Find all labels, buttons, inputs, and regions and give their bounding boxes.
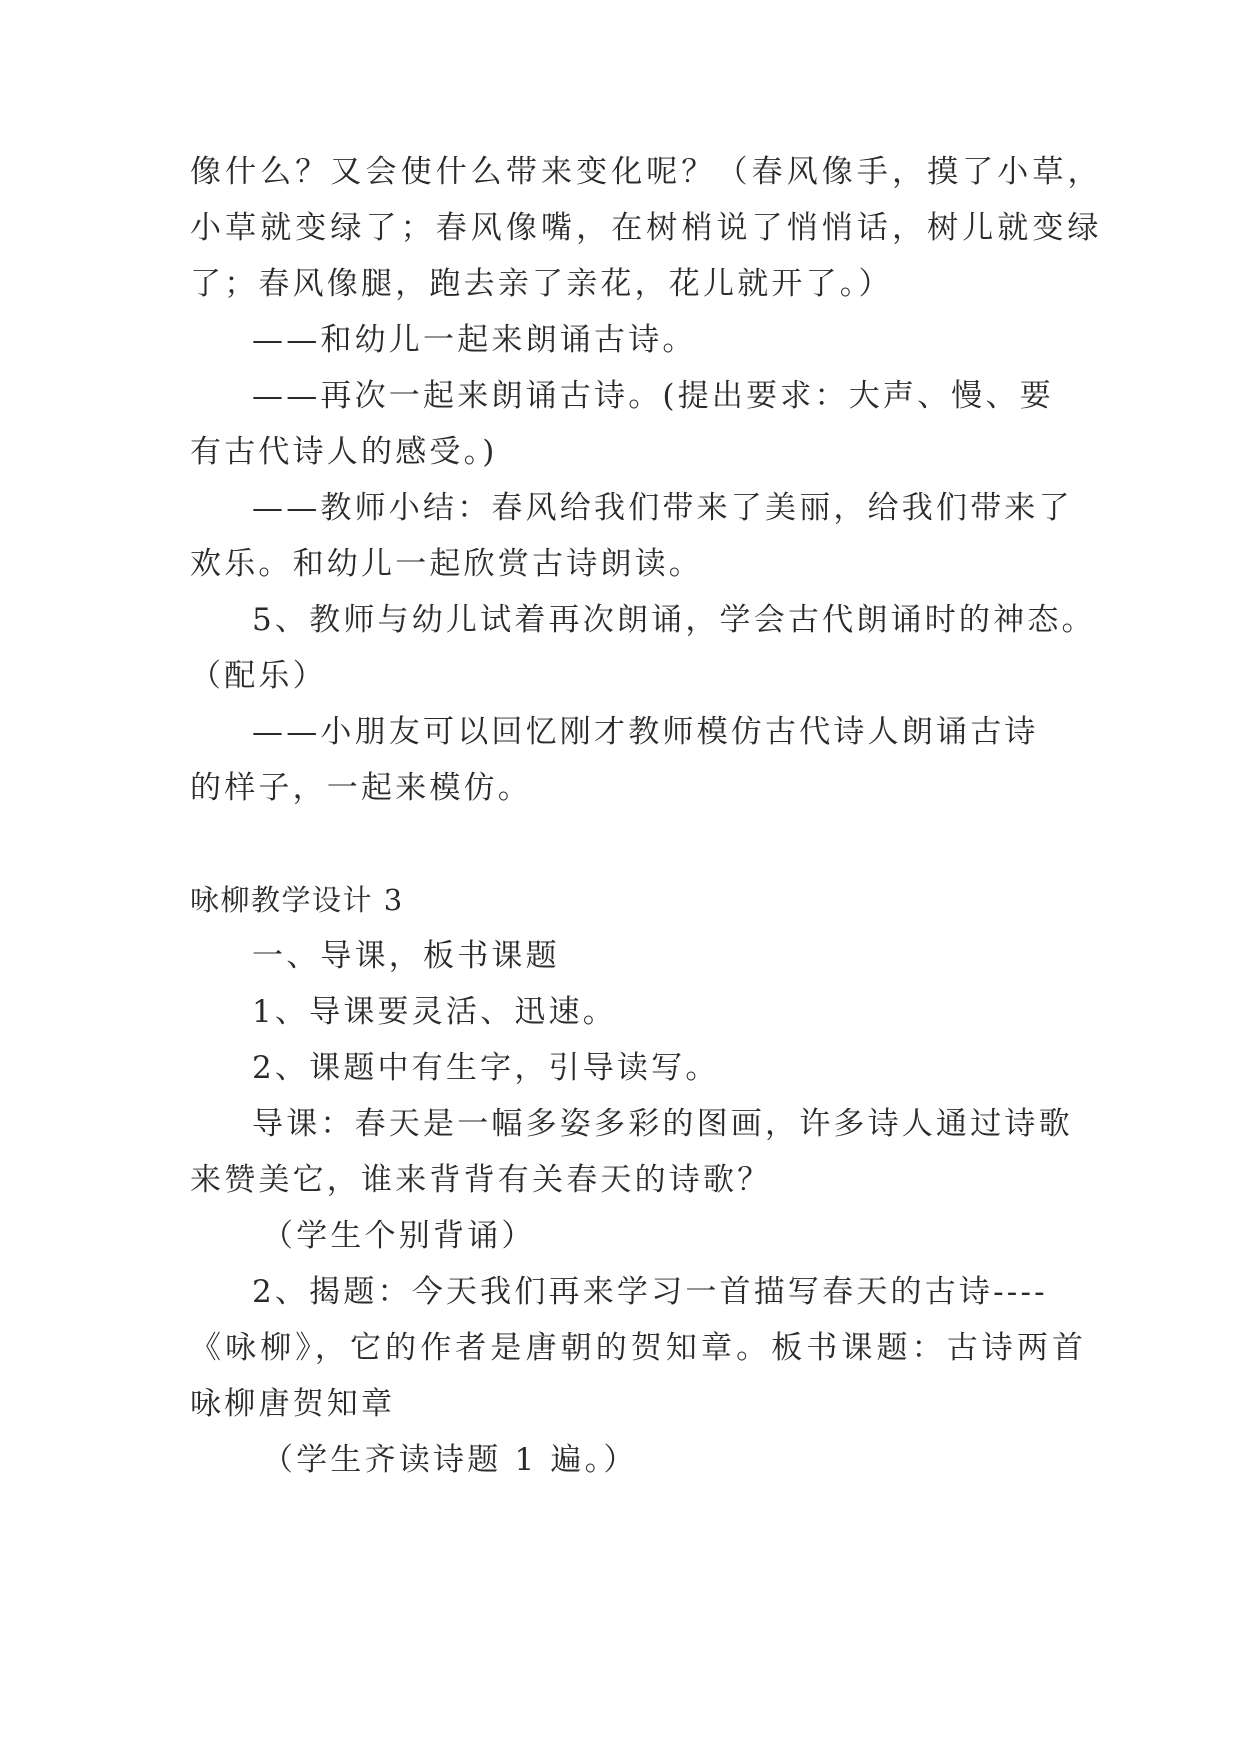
paragraph-line: 导课：春天是一幅多姿多彩的图画，许多诗人通过诗歌 bbox=[252, 1106, 1073, 1142]
paragraph-line: 2、课题中有生字，引导读写。 bbox=[252, 1050, 720, 1086]
paragraph-line: 了；春风像腿，跑去亲了亲花，花儿就开了。） bbox=[190, 266, 893, 302]
paragraph-line: ——再次一起来朗诵古诗。(提出要求：大声、慢、要 bbox=[252, 378, 1054, 414]
paragraph-line: 欢乐。和幼儿一起欣赏古诗朗读。 bbox=[190, 546, 703, 582]
section-title: 咏柳教学设计 3 bbox=[190, 883, 404, 917]
paragraph-line: （配乐） bbox=[190, 658, 327, 694]
paragraph-line: 一、导课，板书课题 bbox=[252, 938, 560, 974]
paragraph-line: 来赞美它，谁来背背有关春天的诗歌？ bbox=[190, 1162, 772, 1198]
paragraph-line: ——教师小结：春风给我们带来了美丽，给我们带来了 bbox=[252, 490, 1073, 526]
paragraph-line: 的样子，一起来模仿。 bbox=[190, 770, 532, 806]
paragraph-line: 5、教师与幼儿试着再次朗诵，学会古代朗诵时的神态。 bbox=[252, 602, 1096, 638]
paragraph-line: ——和幼儿一起来朗诵古诗。 bbox=[252, 322, 697, 358]
paragraph-line: ——小朋友可以回忆刚才教师模仿古代诗人朗诵古诗 bbox=[252, 714, 1039, 750]
paragraph-line: 1、导课要灵活、迅速。 bbox=[252, 994, 617, 1030]
paragraph-line: 咏柳唐贺知章 bbox=[190, 1386, 396, 1422]
paragraph-line: 小草就变绿了；春风像嘴，在树梢说了悄悄话，树儿就变绿 bbox=[190, 210, 1103, 246]
paragraph-line: 像什么？又会使什么带来变化呢？（春风像手，摸了小草， bbox=[190, 154, 1103, 190]
paragraph-line: 有古代诗人的感受。) bbox=[190, 434, 498, 470]
paragraph-line: 2、揭题：今天我们再来学习一首描写春天的古诗---- bbox=[252, 1274, 1048, 1310]
paragraph-line: （学生齐读诗题 1 遍。） bbox=[262, 1442, 638, 1478]
paragraph-line: 《咏柳》，它的作者是唐朝的贺知章。板书课题：古诗两首 bbox=[190, 1330, 1088, 1366]
paragraph-line: （学生个别背诵） bbox=[262, 1218, 536, 1254]
